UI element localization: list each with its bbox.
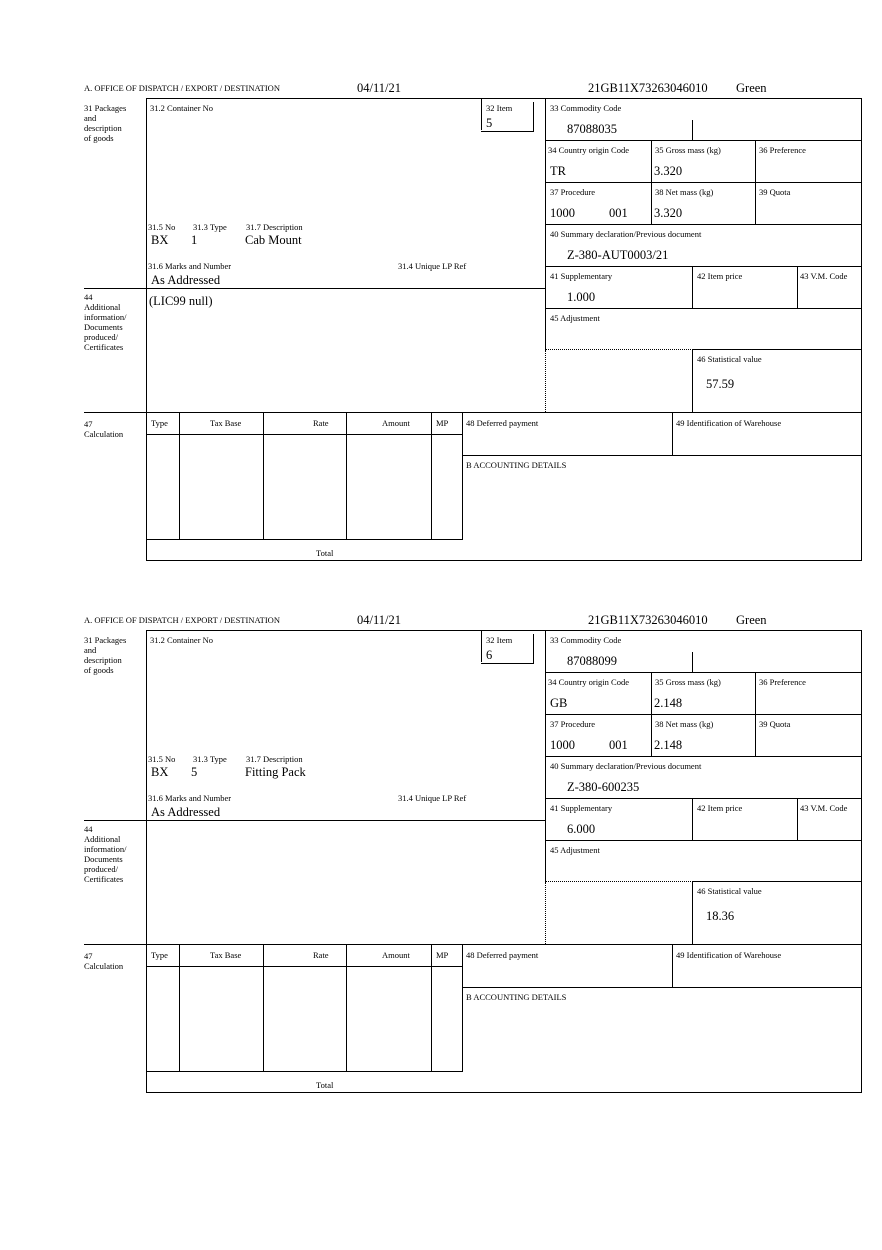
pkg-type-label: 31.3 Type [193, 754, 227, 764]
procedure-value: 1000 [550, 206, 575, 220]
commodity-code-value: 87088035 [567, 122, 617, 136]
total-label: Total [316, 548, 334, 558]
gross-mass-label: 35 Gross mass (kg) [655, 677, 721, 687]
supplementary-label: 41 Supplementary [550, 803, 613, 813]
deferred-payment-label: 48 Deferred payment [466, 418, 539, 428]
country-origin-value: GB [550, 696, 568, 710]
quota-label: 39 Quota [759, 187, 791, 197]
calc-mp-header: MP [436, 950, 449, 960]
packages-label: 31 Packages and description of goods [84, 103, 127, 143]
item-price-label: 42 Item price [697, 271, 743, 281]
warehouse-label: 49 Identification of Warehouse [676, 950, 782, 960]
vm-code-label: 43 V.M. Code [800, 271, 848, 281]
description-label: 31.7 Description [246, 754, 303, 764]
supplementary-value: 6.000 [567, 822, 596, 836]
preference-label: 36 Preference [759, 145, 806, 155]
description-label: 31.7 Description [246, 222, 303, 232]
quota-label: 39 Quota [759, 719, 791, 729]
warehouse-label: 49 Identification of Warehouse [676, 418, 782, 428]
calc-tax-base-header: Tax Base [210, 950, 242, 960]
marks-label: 31.6 Marks and Number [148, 261, 232, 271]
country-origin-value: TR [550, 164, 566, 178]
container-no-label: 31.2 Container No [150, 635, 214, 645]
route-status: Green [736, 613, 767, 627]
date-value: 04/11/21 [357, 81, 401, 95]
commodity-code-label: 33 Commodity Code [550, 103, 622, 113]
office-label: A. OFFICE OF DISPATCH / EXPORT / DESTINATION [84, 615, 280, 625]
additional-info-value: (LIC99 null) [149, 294, 213, 308]
statistical-value-label: 46 Statistical value [697, 354, 762, 364]
procedure-extra-value: 001 [609, 738, 628, 752]
procedure-value: 1000 [550, 738, 575, 752]
pkg-no-value: BX [151, 765, 169, 779]
item-value: 6 [486, 648, 493, 662]
pkg-type-label: 31.3 Type [193, 222, 227, 232]
marks-value: As Addressed [151, 273, 221, 287]
item-label: 32 Item [486, 103, 513, 113]
procedure-label: 37 Procedure [550, 187, 596, 197]
adjustment-label: 45 Adjustment [550, 845, 600, 855]
pkg-no-value: BX [151, 233, 169, 247]
calculation-label: 47 Calculation [84, 419, 124, 439]
additional-info-label: 44 Additional information/ Documents produced/ Certificates [84, 292, 127, 352]
deferred-payment-label: 48 Deferred payment [466, 950, 539, 960]
route-status: Green [736, 81, 767, 95]
item-label: 32 Item [486, 635, 513, 645]
gross-mass-label: 35 Gross mass (kg) [655, 145, 721, 155]
calc-tax-base-header: Tax Base [210, 418, 242, 428]
calc-rate-header: Rate [313, 950, 329, 960]
statistical-value: 57.59 [706, 377, 735, 391]
net-mass-value: 3.320 [654, 206, 683, 220]
item-value: 5 [486, 116, 493, 130]
pkg-no-label: 31.5 No [148, 754, 176, 764]
gross-mass-value: 2.148 [654, 696, 683, 710]
calc-mp-header: MP [436, 418, 449, 428]
summary-decl-label: 40 Summary declaration/Previous document [550, 229, 702, 239]
date-value: 04/11/21 [357, 613, 401, 627]
calc-type-header: Type [151, 950, 168, 960]
calc-rate-header: Rate [313, 418, 329, 428]
commodity-code-value: 87088099 [567, 654, 617, 668]
country-origin-label: 34 Country origin Code [548, 677, 629, 687]
container-no-label: 31.2 Container No [150, 103, 214, 113]
summary-decl-label: 40 Summary declaration/Previous document [550, 761, 702, 771]
item-price-label: 42 Item price [697, 803, 743, 813]
net-mass-label: 38 Net mass (kg) [655, 187, 714, 197]
declaration-item-form [0, 532, 882, 1090]
marks-value: As Addressed [151, 805, 221, 819]
reference-number: 21GB11X73263046010 [588, 613, 708, 627]
reference-number: 21GB11X73263046010 [588, 81, 708, 95]
procedure-label: 37 Procedure [550, 719, 596, 729]
calc-type-header: Type [151, 418, 168, 428]
declaration-item-form [0, 0, 882, 558]
marks-label: 31.6 Marks and Number [148, 793, 232, 803]
total-label: Total [316, 1080, 334, 1090]
country-origin-label: 34 Country origin Code [548, 145, 629, 155]
commodity-code-label: 33 Commodity Code [550, 635, 622, 645]
gross-mass-value: 3.320 [654, 164, 683, 178]
description-value: Cab Mount [245, 233, 302, 247]
office-label: A. OFFICE OF DISPATCH / EXPORT / DESTINATION [84, 83, 280, 93]
net-mass-label: 38 Net mass (kg) [655, 719, 714, 729]
accounting-details-label: B ACCOUNTING DETAILS [466, 992, 567, 1002]
unique-lp-label: 31.4 Unique LP Ref [398, 261, 467, 271]
unique-lp-label: 31.4 Unique LP Ref [398, 793, 467, 803]
calc-amount-header: Amount [382, 418, 410, 428]
statistical-value: 18.36 [706, 909, 735, 923]
accounting-details-label: B ACCOUNTING DETAILS [466, 460, 567, 470]
calc-amount-header: Amount [382, 950, 410, 960]
calculation-label: 47 Calculation [84, 951, 124, 971]
summary-decl-value: Z-380-AUT0003/21 [567, 248, 669, 262]
packages-label: 31 Packages and description of goods [84, 635, 127, 675]
description-value: Fitting Pack [245, 765, 306, 779]
supplementary-label: 41 Supplementary [550, 271, 613, 281]
summary-decl-value: Z-380-600235 [567, 780, 640, 794]
pkg-type-value: 5 [191, 765, 198, 779]
statistical-value-label: 46 Statistical value [697, 886, 762, 896]
preference-label: 36 Preference [759, 677, 806, 687]
pkg-no-label: 31.5 No [148, 222, 176, 232]
supplementary-value: 1.000 [567, 290, 596, 304]
additional-info-label: 44 Additional information/ Documents produced/ Certificates [84, 824, 127, 884]
vm-code-label: 43 V.M. Code [800, 803, 848, 813]
adjustment-label: 45 Adjustment [550, 313, 600, 323]
procedure-extra-value: 001 [609, 206, 628, 220]
pkg-type-value: 1 [191, 233, 198, 247]
net-mass-value: 2.148 [654, 738, 683, 752]
